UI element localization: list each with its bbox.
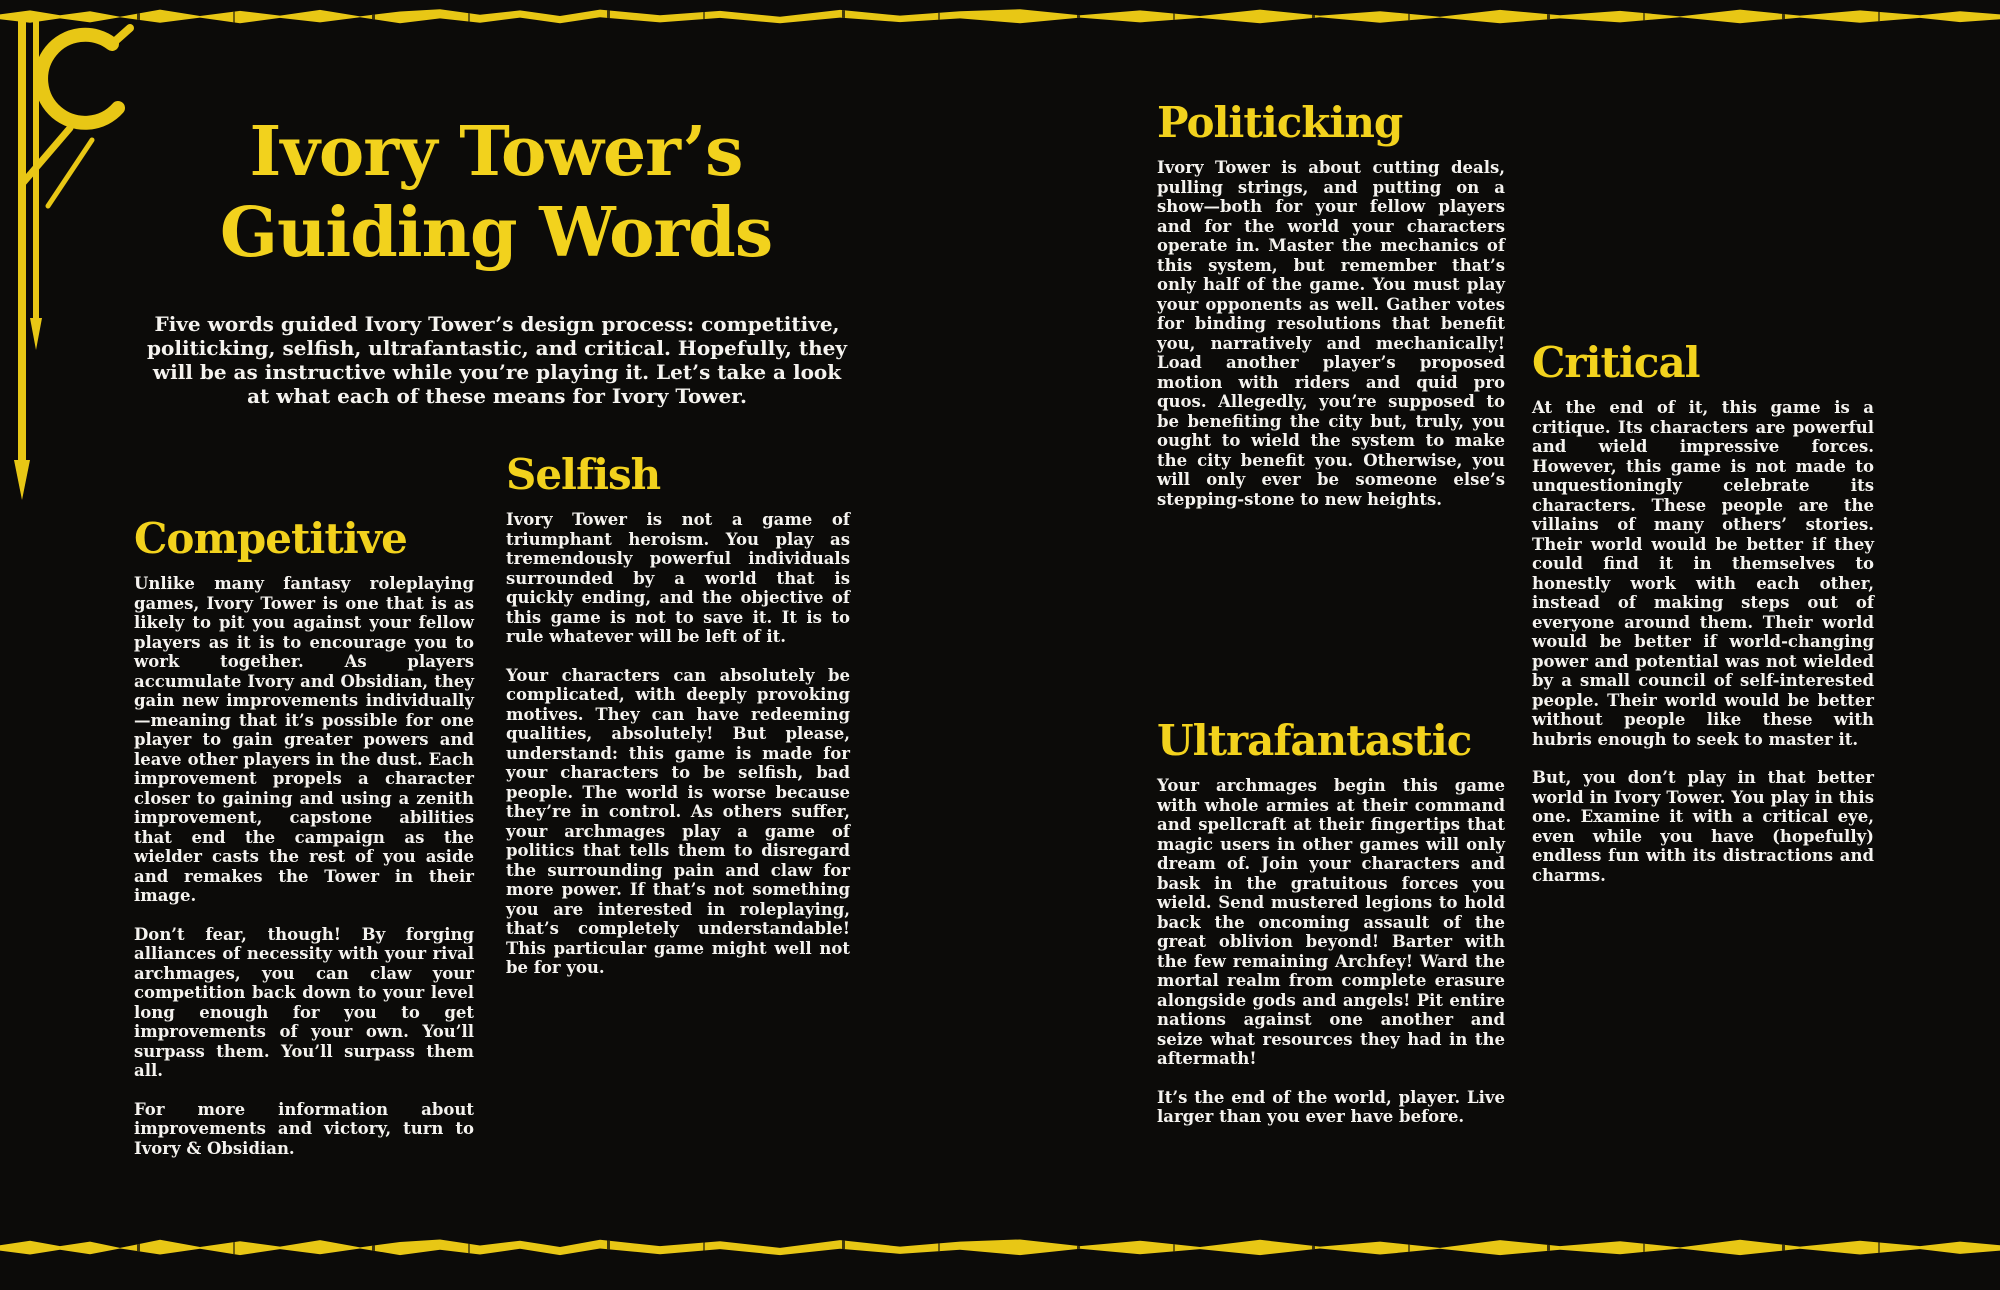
paragraph: Ivory Tower is not a game of triumphant heroism. You play as tremendously powerful individuals surrounded by a world that is quickly ending, and the objective of this game is not to save it. It is to rule whatever will be left of it. xyxy=(506,510,850,646)
paragraph: Don’t fear, though! By forging alliances of necessity with your rival archmages, you can claw your competition back down to your level long enough for you to get improvements of your own. You’ll surpass them. You’ll surpass them all. xyxy=(134,924,474,1080)
paragraph: Ivory Tower is about cutting deals, pulling strings, and putting on a show—both for your fellow players and for the world your characters operate in. Master the mechanics of this system, but remember that’s only half of the game. You must play your opponents as well. Gather votes for binding resolutions that benefit you, narratively and mechanically! Load another player’s proposed motion with riders and quid pro quos. Allegedly, you’re supposed to be benefiting the city but, truly, you ought to wield the system to make the city benefit you. Otherwise, you will only ever be someone else’s stepping-stone to new heights. xyxy=(1157,158,1505,509)
corner-flourish-ornament xyxy=(0,0,150,540)
section-heading-ultrafantastic: Ultrafantastic xyxy=(1157,716,1472,765)
paragraph: Your characters can absolutely be complicated, with deeply provoking motives. They can have redeeming qualities, absolutely! But please, understand: this game is made for your characters to be selfish, bad people. The world is worse because they’re in control. As others suffer, your archmages play a game of politics that tells them to disregard the surrounding pain and claw for more power. If that’s not something you are interested in roleplaying, that’s completely understandable! This particular game might well not be for you. xyxy=(506,665,850,977)
paragraph: Your archmages begin this game with whole armies at their command and spellcraft at their fingertips that magic users in other games will only dream of. Join your characters and bask in the gratuitous forces you wield. Send mustered legions to hold back the oncoming assault of the great oblivion beyond! Barter with the few remaining Archfey! Ward the mortal realm from complete erasure alongside gods and angels! Pit entire nations against one another and seize what resources they had in the aftermath! xyxy=(1157,776,1505,1068)
page-title xyxy=(140,112,852,275)
section-heading-critical: Critical xyxy=(1532,338,1700,387)
top-border-rule xyxy=(0,8,2000,24)
paragraph: Unlike many fantasy roleplaying games, Ivory Tower is one that is as likely to pit you against your fellow players as it is to encourage you to work together. As players accumulate Ivory and Obsidian, they gain new improvements individually—meaning that it’s possible for one player to gain greater powers and leave other players in the dust. Each improvement propels a character closer to gaining and using a zenith improvement, capstone abilities that end the campaign as the wielder casts the rest of you aside and remakes the Tower in their image. xyxy=(134,574,474,905)
page-title-line1: Ivory Tower’s xyxy=(249,111,743,192)
section-ultrafantastic xyxy=(1157,718,1505,1127)
section-competitive xyxy=(134,516,474,1158)
section-heading-competitive: Competitive xyxy=(134,514,407,563)
page-title-line2: Guiding Words xyxy=(219,193,773,274)
paragraph: But, you don’t play in that better world in Ivory Tower. You play in this one. Examine it with a critical eye, even while you have (hopefully) endless fun with its distractions and charms. xyxy=(1532,768,1874,885)
paragraph: It’s the end of the world, player. Live larger than you ever have before. xyxy=(1157,1087,1505,1126)
section-critical xyxy=(1532,340,1874,885)
intro-paragraph: Five words guided Ivory Tower’s design process: competitive, politicking, selfish, ultrafantastic, and critical. Hopefully, they will be as instructive while you’re playing it. Let’s take a look at what each of these means for Ivory Tower. xyxy=(147,312,847,408)
paragraph: For more information about improvements and victory, turn to Ivory & Obsidian. xyxy=(134,1099,474,1158)
section-selfish xyxy=(506,452,850,978)
section-politicking xyxy=(1157,100,1505,509)
section-heading-politicking: Politicking xyxy=(1157,98,1403,147)
section-heading-selfish: Selfish xyxy=(506,450,661,499)
bottom-border-rule xyxy=(0,1238,2000,1256)
paragraph: At the end of it, this game is a critique. Its characters are powerful and wield impressive forces. However, this game is not made to unquestioningly celebrate its characters. These people are the villains of many others’ stories. Their world would be better if they could find it in themselves to honestly work with each other, instead of making steps out of everyone around them. Their world would be better if world-changing power and potential was not wielded by a small council of self-interested people. Their world would be better without people like these with hubris enough to seek to master it. xyxy=(1532,398,1874,749)
